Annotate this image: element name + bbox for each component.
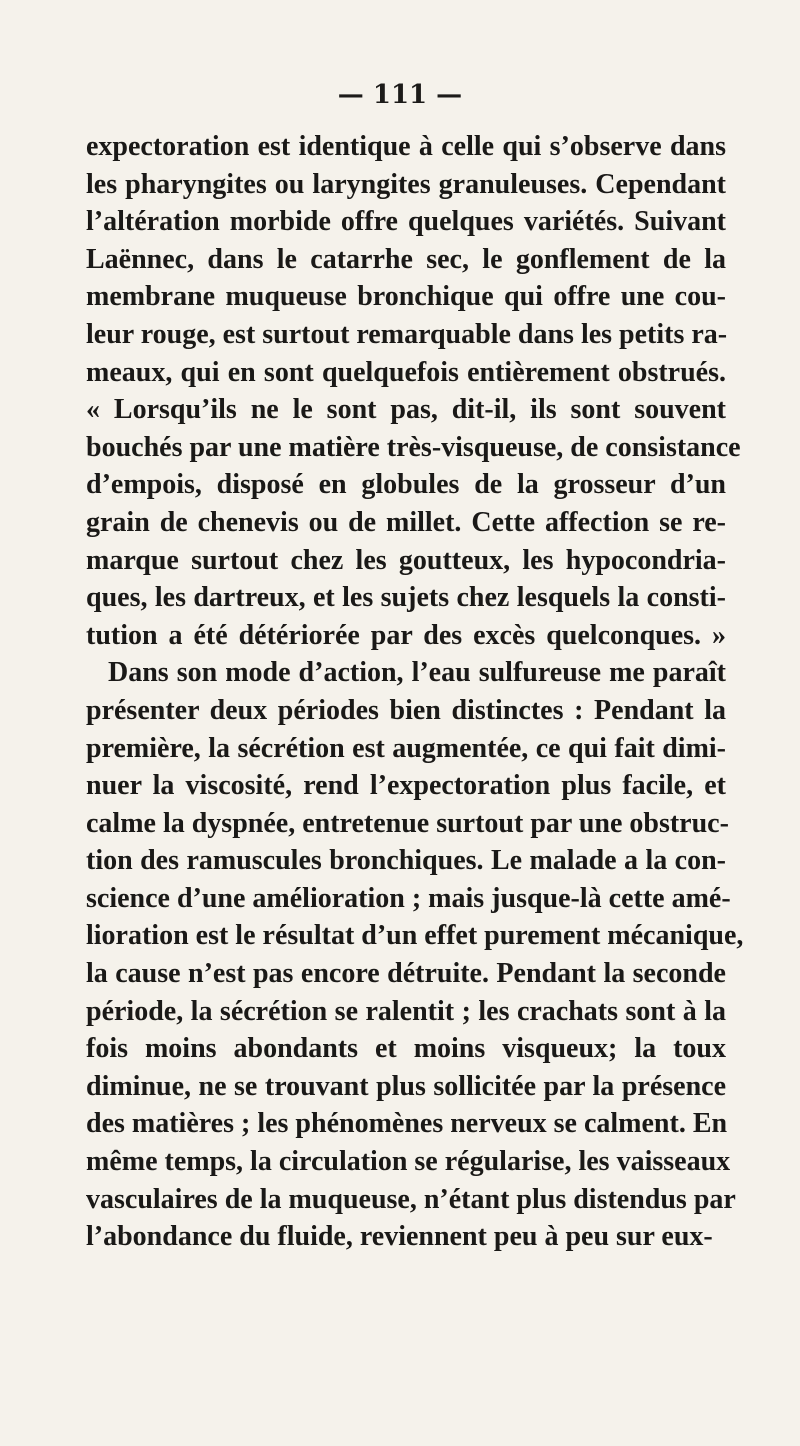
text-line: d’empois, disposé en globules de la grosseur d’un (86, 469, 726, 501)
text-line: l’altération morbide offre quelques variétés. Suivant (86, 206, 726, 238)
text-line: lioration est le résultat d’un effet purement mécanique, (86, 920, 744, 952)
text-line: première, la sécrétion est augmentée, ce qui fait dimi- (86, 732, 726, 764)
text-line: Dans son mode d’action, l’eau sulfureuse me paraît (108, 657, 726, 689)
text-line: Laënnec, dans le catarrhe sec, le gonflement de la (86, 243, 726, 275)
text-line: les pharyngites ou laryngites granuleuses. Cependant (86, 168, 726, 200)
text-line: expectoration est identique à celle qui s’observe dans (86, 131, 726, 162)
text-line: marque surtout chez les goutteux, les hypocondria- (86, 544, 726, 576)
text-line: fois moins abondants et moins visqueux; la toux (86, 1033, 726, 1065)
text-line: membrane muqueuse bronchique qui offre une cou- (86, 281, 726, 313)
text-line: l’abondance du fluide, reviennent peu à peu sur eux- (86, 1221, 713, 1253)
text-line: grain de chenevis ou de millet. Cette affection se re- (86, 506, 726, 538)
text-line: la cause n’est pas encore détruite. Pendant la seconde (86, 958, 726, 990)
text-line: période, la sécrétion se ralentit ; les crachats sont à la (86, 995, 726, 1027)
text-line: science d’une amélioration ; mais jusque-là cette amé- (86, 882, 731, 914)
text-line: ques, les dartreux, et les sujets chez lesquels la consti- (86, 582, 726, 614)
page-number: — 111 — (337, 80, 463, 110)
text-line: calme la dyspnée, entretenue surtout par une obstruc- (86, 807, 729, 839)
text-line: diminue, ne se trouvant plus sollicitée par la présence (86, 1070, 726, 1102)
text-line: tution a été détériorée par des excès quelconques. » (86, 619, 726, 651)
text-line: tion des ramuscules bronchiques. Le malade a la con- (86, 845, 726, 877)
text-line: « Lorsqu’ils ne le sont pas, dit-il, ils sont souvent (86, 394, 726, 426)
body-text (86, 128, 744, 1256)
text-line: vasculaires de la muqueuse, n’étant plus distendus par (86, 1183, 736, 1215)
text-line: leur rouge, est surtout remarquable dans les petits ra- (86, 318, 728, 350)
text-line: nuer la viscosité, rend l’expectoration plus facile, et (86, 770, 726, 802)
text-line: même temps, la circulation se régularise, les vaisseaux (86, 1146, 731, 1178)
text-line: bouchés par une matière très-visqueuse, de consistance (86, 431, 741, 463)
text-line: des matières ; les phénomènes nerveux se calment. En (86, 1108, 728, 1140)
text-line: présenter deux périodes bien distinctes : Pendant la (86, 694, 726, 726)
text-line: meaux, qui en sont quelquefois entièrement obstrués. (86, 356, 726, 388)
